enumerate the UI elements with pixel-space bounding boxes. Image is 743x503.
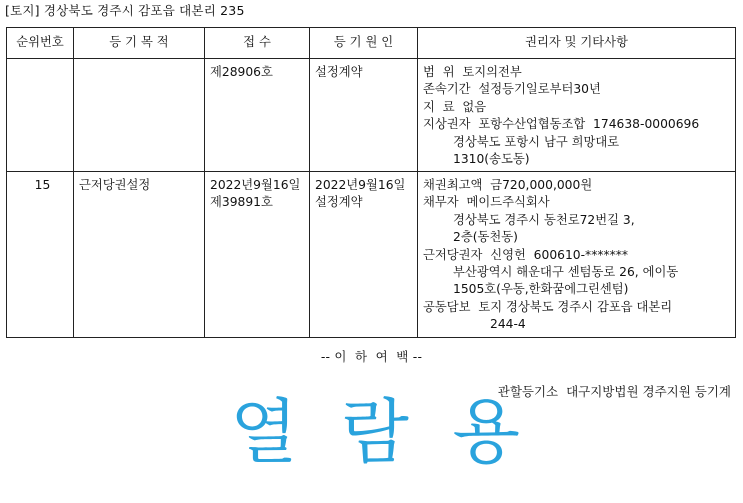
header-receipt: 접 수 — [205, 28, 310, 59]
detail-line: 공동담보 토지 경상북도 경주시 감포읍 대본리 — [423, 299, 673, 314]
end-of-records-mark: -- 이 하 여 백 -- — [320, 349, 423, 364]
detail-line: 지 료 없음 — [423, 99, 487, 114]
receipt-cell — [205, 172, 310, 338]
cause-line: 설정계약 — [315, 65, 363, 79]
detail-line: 경상북도 포항시 남구 희망대로 — [453, 134, 620, 149]
detail-line: 부산광역시 해운대구 센텀동로 26, 에이동 — [453, 265, 679, 280]
watermark-char: 용 — [452, 391, 520, 473]
receipt-line: 제39891호 — [210, 195, 273, 210]
detail-line: 채무자 메이드주식회사 — [423, 195, 550, 210]
detail-line: 경상북도 경주시 동천로72번길 3, — [453, 212, 635, 227]
table-header-row — [7, 28, 736, 59]
registry-table — [6, 27, 736, 338]
document-title: [토지] 경상북도 경주시 감포읍 대본리 235 — [5, 3, 245, 18]
detail-line: 채권최고액 금720,000,000원 — [423, 178, 593, 192]
watermark-char: 열 — [230, 391, 298, 473]
detail-line: 범 위 토지의전부 — [423, 65, 522, 79]
cause-line: 설정계약 — [315, 195, 363, 210]
details-cell — [418, 172, 736, 338]
receipt-cell — [205, 59, 310, 172]
detail-line: 근저당권자 신영헌 600610-******* — [423, 247, 629, 262]
rank-cell: 15 — [7, 172, 74, 338]
header-details: 권리자 및 기타사항 — [418, 28, 736, 59]
table-row — [7, 59, 736, 172]
header-cause: 등 기 원 인 — [310, 28, 418, 59]
cause-cell — [310, 59, 418, 172]
detail-line: 지상권자 포항수산업협동조합 174638-0000696 — [423, 117, 700, 132]
detail-line: 1505호(우동,한화꿈에그린센텀) — [453, 282, 629, 297]
watermark-char: 람 — [341, 391, 409, 473]
purpose-cell: 근저당권설정 — [74, 172, 205, 338]
details-cell — [418, 59, 736, 172]
cause-cell — [310, 172, 418, 338]
detail-line: 1310(송도동) — [453, 152, 530, 167]
registry-office: 관할등기소 대구지방법원 경주지원 등기계 — [497, 384, 731, 399]
receipt-line: 2022년9월16일 — [210, 178, 301, 192]
watermark — [230, 391, 520, 473]
header-rank: 순위번호 — [7, 28, 74, 59]
table-row — [7, 172, 736, 338]
rank-cell — [7, 59, 74, 172]
header-purpose: 등 기 목 적 — [74, 28, 205, 59]
detail-line: 244-4 — [490, 317, 526, 332]
receipt-line: 제28906호 — [210, 65, 273, 79]
cause-line: 2022년9월16일 — [315, 178, 406, 192]
detail-line: 2층(동천동) — [453, 230, 518, 245]
purpose-cell — [74, 59, 205, 172]
detail-line: 존속기간 설정등기일로부터30년 — [423, 82, 601, 97]
